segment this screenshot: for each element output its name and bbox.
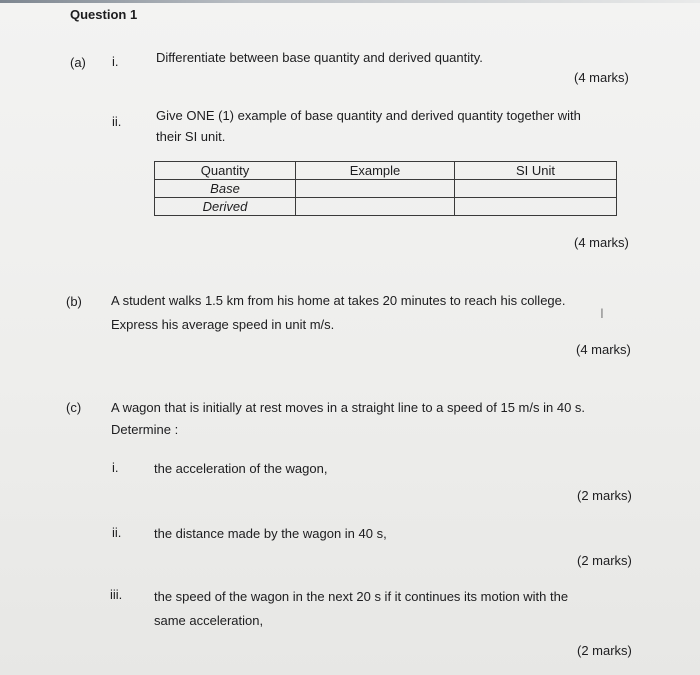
part-b-line2: Express his average speed in unit m/s.: [111, 317, 335, 332]
top-edge-strip: [0, 0, 700, 3]
part-b-label: (b): [66, 294, 82, 309]
part-c-iii-line1: the speed of the wagon in the next 20 s if it continues its motion with the: [154, 589, 569, 604]
part-c-ii-text: the distance made by the wagon in 40 s,: [154, 526, 387, 541]
part-a-i-number: i.: [112, 54, 119, 69]
table-header-example: Example: [296, 162, 455, 180]
part-a-i-marks: (4 marks): [574, 70, 629, 85]
table-cell-derived-unit: [455, 198, 617, 216]
part-c-iii-number: iii.: [110, 587, 123, 602]
part-b-marks: (4 marks): [576, 342, 631, 357]
table-header-row: [155, 162, 617, 180]
part-c-i-number: i.: [112, 460, 119, 475]
part-b-line1: A student walks 1.5 km from his home at takes 20 minutes to reach his college.: [111, 293, 566, 308]
si-unit-table: [154, 161, 617, 216]
part-c-ii-marks: (2 marks): [577, 553, 632, 568]
question-title: Question 1: [70, 7, 138, 22]
part-a-ii-line1: Give ONE (1) example of base quantity and derived quantity together with: [156, 108, 581, 123]
part-c-iii-marks: (2 marks): [577, 643, 632, 658]
table-cell-base-unit: [455, 180, 617, 198]
part-a-ii-line2: their SI unit.: [156, 129, 226, 144]
part-c-line2: Determine :: [111, 422, 179, 437]
part-c-line1: A wagon that is initially at rest moves in a straight line to a speed of 15 m/s in 40 s.: [111, 400, 586, 415]
part-a-label: (a): [70, 55, 86, 70]
part-c-i-marks: (2 marks): [577, 488, 632, 503]
part-c-i-text: the acceleration of the wagon,: [154, 461, 328, 476]
table-row: [155, 198, 617, 216]
part-a-ii-number: ii.: [112, 114, 122, 129]
text-cursor-icon: I: [600, 305, 604, 321]
table-cell-derived-example: [296, 198, 455, 216]
part-c-ii-number: ii.: [112, 525, 122, 540]
part-a-ii-marks: (4 marks): [574, 235, 629, 250]
table-cell-derived: Derived: [155, 198, 296, 216]
table-header-si-unit: SI Unit: [455, 162, 617, 180]
table-header-quantity: Quantity: [155, 162, 296, 180]
table-cell-base-example: [296, 180, 455, 198]
table-row: [155, 180, 617, 198]
part-c-iii-line2: same acceleration,: [154, 613, 264, 628]
part-c-label: (c): [66, 400, 82, 415]
part-a-i-text: Differentiate between base quantity and derived quantity.: [156, 50, 483, 65]
table-cell-base: Base: [155, 180, 296, 198]
